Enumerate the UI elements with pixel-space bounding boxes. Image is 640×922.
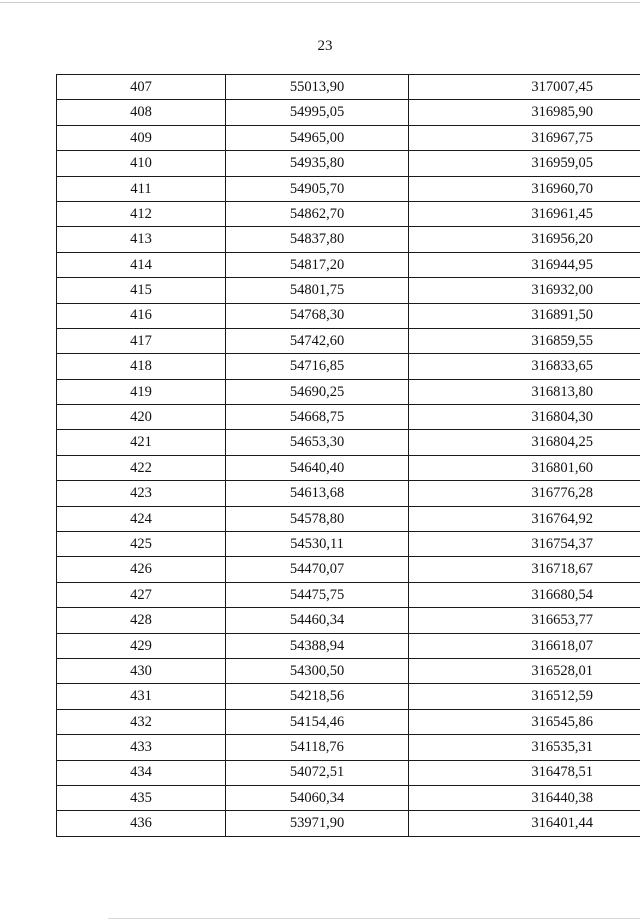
table-row (57, 151, 640, 176)
y-coordinate-cell: 316801,60 (409, 455, 640, 480)
table-row (57, 709, 640, 734)
point-number-cell: 430 (57, 658, 226, 683)
page-edge-top (0, 2, 640, 3)
y-coordinate-cell: 316804,25 (409, 430, 640, 455)
x-coordinate-cell: 54388,94 (226, 633, 409, 658)
point-number-cell: 434 (57, 760, 226, 785)
x-coordinate-cell: 54470,07 (226, 557, 409, 582)
point-number-cell: 433 (57, 735, 226, 760)
x-coordinate-cell: 54801,75 (226, 278, 409, 303)
table-row (57, 785, 640, 810)
table-row (57, 303, 640, 328)
point-number-cell: 411 (57, 176, 226, 201)
point-number-cell: 432 (57, 709, 226, 734)
y-coordinate-cell: 316859,55 (409, 328, 640, 353)
point-number-cell: 408 (57, 100, 226, 125)
table-row (57, 379, 640, 404)
table-row (57, 455, 640, 480)
x-coordinate-cell: 54072,51 (226, 760, 409, 785)
table-row (57, 608, 640, 633)
y-coordinate-cell: 316478,51 (409, 760, 640, 785)
table-row (57, 278, 640, 303)
y-coordinate-cell: 316985,90 (409, 100, 640, 125)
table-row (57, 735, 640, 760)
page-edge-bottom (108, 918, 640, 919)
table-row (57, 201, 640, 226)
table-row (57, 760, 640, 785)
point-number-cell: 428 (57, 608, 226, 633)
table-row (57, 506, 640, 531)
point-number-cell: 414 (57, 252, 226, 277)
table-row (57, 252, 640, 277)
table-row (57, 481, 640, 506)
y-coordinate-cell: 316618,07 (409, 633, 640, 658)
y-coordinate-cell: 316680,54 (409, 582, 640, 607)
point-number-cell: 412 (57, 201, 226, 226)
x-coordinate-cell: 54817,20 (226, 252, 409, 277)
x-coordinate-cell: 54475,75 (226, 582, 409, 607)
y-coordinate-cell: 316512,59 (409, 684, 640, 709)
y-coordinate-cell: 316961,45 (409, 201, 640, 226)
y-coordinate-cell: 316764,92 (409, 506, 640, 531)
x-coordinate-cell: 54530,11 (226, 532, 409, 557)
table-row (57, 328, 640, 353)
x-coordinate-cell: 54300,50 (226, 658, 409, 683)
point-number-cell: 429 (57, 633, 226, 658)
point-number-cell: 423 (57, 481, 226, 506)
y-coordinate-cell: 316804,30 (409, 405, 640, 430)
x-coordinate-cell: 54965,00 (226, 125, 409, 150)
y-coordinate-cell: 316833,65 (409, 354, 640, 379)
table-row (57, 582, 640, 607)
y-coordinate-cell: 316545,86 (409, 709, 640, 734)
y-coordinate-cell: 316401,44 (409, 811, 640, 836)
x-coordinate-cell: 54716,85 (226, 354, 409, 379)
point-number-cell: 436 (57, 811, 226, 836)
page-number: 23 (317, 38, 333, 54)
table-row (57, 405, 640, 430)
table-row (57, 354, 640, 379)
y-coordinate-cell: 316718,67 (409, 557, 640, 582)
y-coordinate-cell: 316891,50 (409, 303, 640, 328)
y-coordinate-cell: 316956,20 (409, 227, 640, 252)
x-coordinate-cell: 54218,56 (226, 684, 409, 709)
point-number-cell: 410 (57, 151, 226, 176)
y-coordinate-cell: 316813,80 (409, 379, 640, 404)
x-coordinate-cell: 54653,30 (226, 430, 409, 455)
point-number-cell: 424 (57, 506, 226, 531)
y-coordinate-cell: 316653,77 (409, 608, 640, 633)
point-number-cell: 419 (57, 379, 226, 404)
y-coordinate-cell: 316959,05 (409, 151, 640, 176)
y-coordinate-cell: 316932,00 (409, 278, 640, 303)
x-coordinate-cell: 54768,30 (226, 303, 409, 328)
x-coordinate-cell: 54640,40 (226, 455, 409, 480)
y-coordinate-cell: 316535,31 (409, 735, 640, 760)
table-row (57, 227, 640, 252)
point-number-cell: 422 (57, 455, 226, 480)
y-coordinate-cell: 316960,70 (409, 176, 640, 201)
point-number-cell: 416 (57, 303, 226, 328)
table-row (57, 75, 640, 100)
table-row (57, 557, 640, 582)
point-number-cell: 415 (57, 278, 226, 303)
x-coordinate-cell: 54118,76 (226, 735, 409, 760)
x-coordinate-cell: 55013,90 (226, 75, 409, 100)
table-row (57, 811, 640, 836)
point-number-cell: 426 (57, 557, 226, 582)
x-coordinate-cell: 54060,34 (226, 785, 409, 810)
x-coordinate-cell: 54837,80 (226, 227, 409, 252)
point-number-cell: 409 (57, 125, 226, 150)
x-coordinate-cell: 54690,25 (226, 379, 409, 404)
y-coordinate-cell: 316776,28 (409, 481, 640, 506)
table-row (57, 658, 640, 683)
table-row (57, 100, 640, 125)
point-number-cell: 407 (57, 75, 226, 100)
table-row (57, 633, 640, 658)
x-coordinate-cell: 54935,80 (226, 151, 409, 176)
table-row (57, 176, 640, 201)
y-coordinate-cell: 316528,01 (409, 658, 640, 683)
point-number-cell: 418 (57, 354, 226, 379)
table-row (57, 430, 640, 455)
x-coordinate-cell: 54154,46 (226, 709, 409, 734)
x-coordinate-cell: 54905,70 (226, 176, 409, 201)
y-coordinate-cell: 316944,95 (409, 252, 640, 277)
y-coordinate-cell: 316967,75 (409, 125, 640, 150)
x-coordinate-cell: 53971,90 (226, 811, 409, 836)
x-coordinate-cell: 54613,68 (226, 481, 409, 506)
point-number-cell: 435 (57, 785, 226, 810)
y-coordinate-cell: 316440,38 (409, 785, 640, 810)
point-number-cell: 413 (57, 227, 226, 252)
point-number-cell: 425 (57, 532, 226, 557)
x-coordinate-cell: 54460,34 (226, 608, 409, 633)
x-coordinate-cell: 54862,70 (226, 201, 409, 226)
y-coordinate-cell: 317007,45 (409, 75, 640, 100)
coordinates-table-body (57, 75, 640, 837)
point-number-cell: 421 (57, 430, 226, 455)
point-number-cell: 431 (57, 684, 226, 709)
y-coordinate-cell: 316754,37 (409, 532, 640, 557)
table-row (57, 532, 640, 557)
point-number-cell: 417 (57, 328, 226, 353)
x-coordinate-cell: 54742,60 (226, 328, 409, 353)
x-coordinate-cell: 54578,80 (226, 506, 409, 531)
point-number-cell: 420 (57, 405, 226, 430)
table-row (57, 125, 640, 150)
coordinates-table (56, 74, 640, 837)
x-coordinate-cell: 54995,05 (226, 100, 409, 125)
x-coordinate-cell: 54668,75 (226, 405, 409, 430)
table-row (57, 684, 640, 709)
point-number-cell: 427 (57, 582, 226, 607)
